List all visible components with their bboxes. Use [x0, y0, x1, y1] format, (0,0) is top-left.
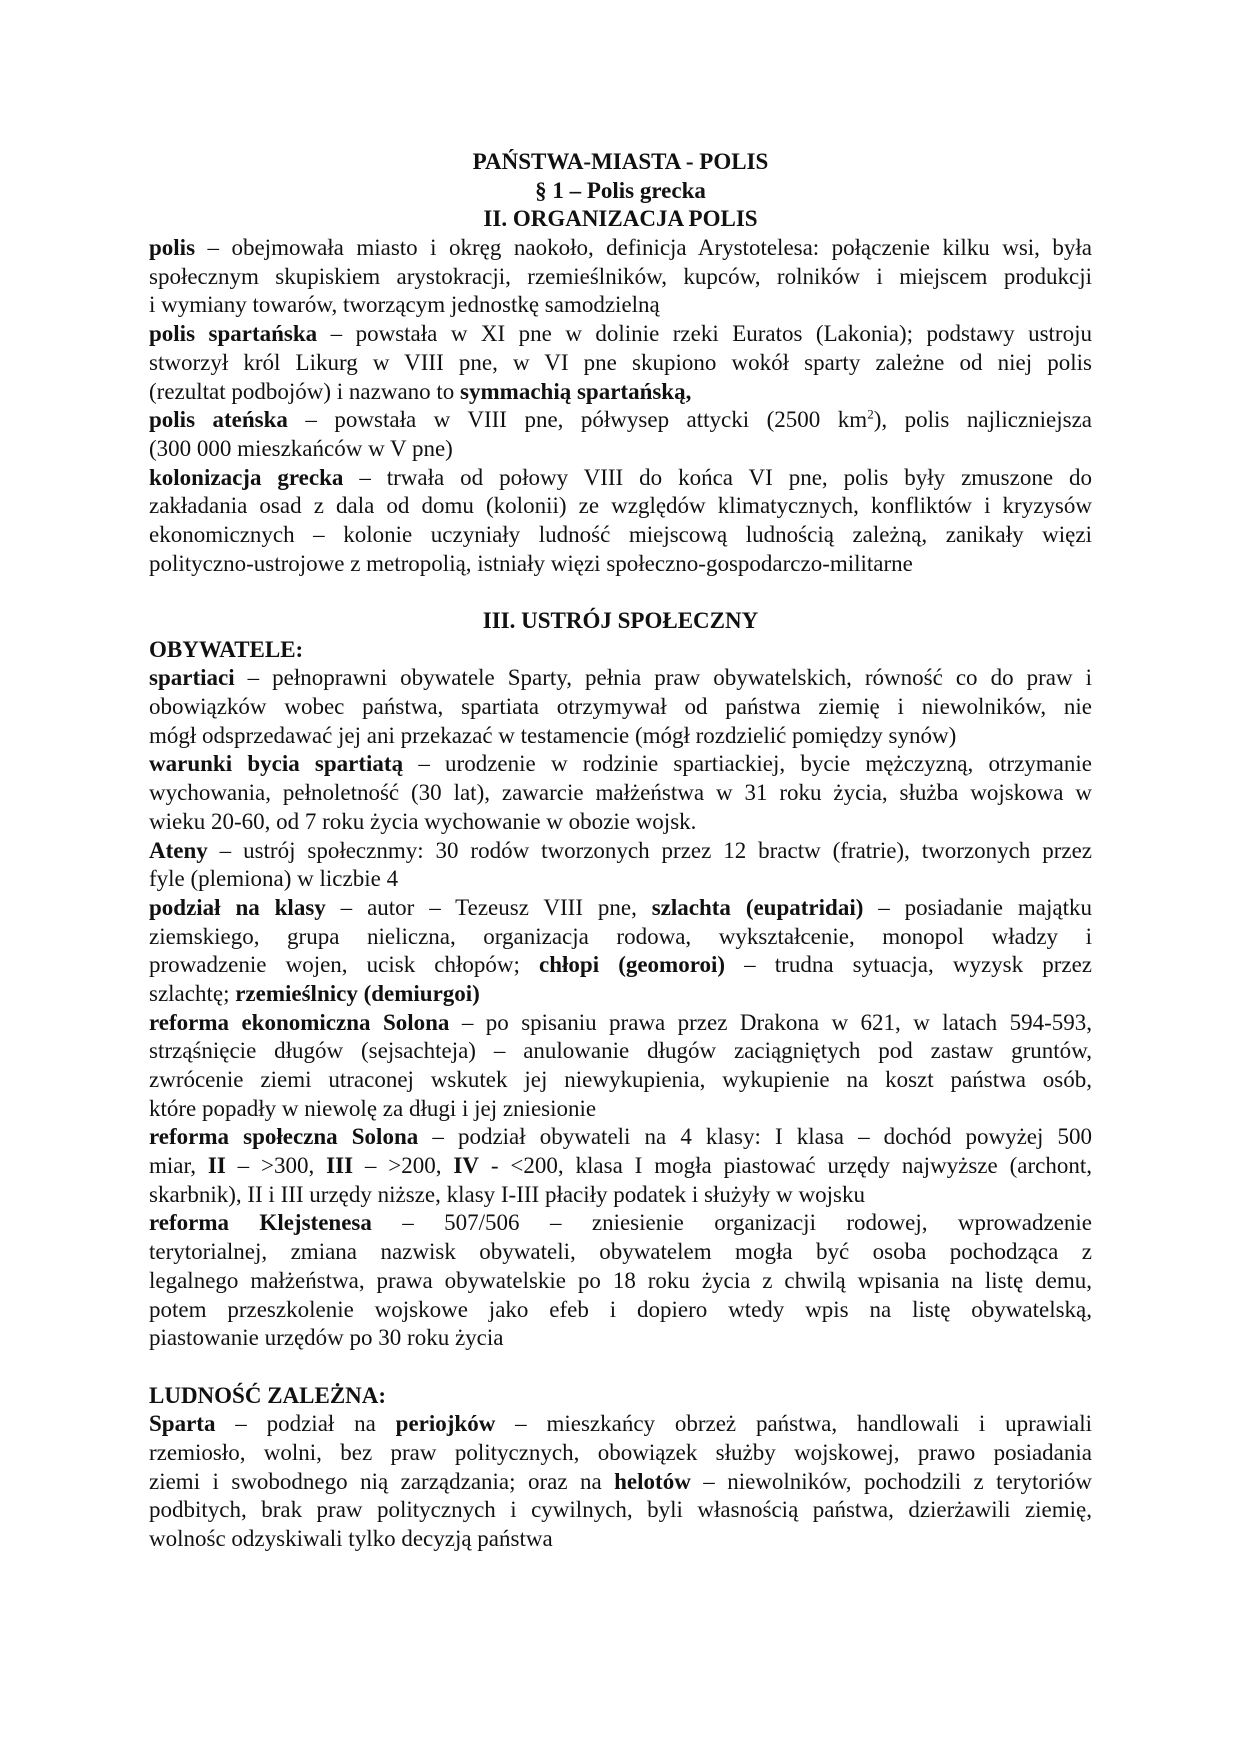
text-line [149, 923, 1092, 952]
text-run: OBYWATELE: [149, 636, 304, 662]
bold-term: II [207, 1153, 226, 1179]
bold-term: rzemieślnicy (demiurgoi) [235, 980, 480, 1006]
text-run: III. USTRÓJ SPOŁECZNY [482, 608, 759, 633]
text-run: ), polis najliczniejsza [873, 407, 1092, 433]
text-run: mógł odsprzedawać jej ani przekazać w testamencie (mógł rozdzielić pomiędzy synów) [149, 722, 957, 748]
text-run: wolnośc odzyskiwali tylko decyzją państwa [149, 1526, 553, 1551]
text-run: – po spisaniu prawa przez Drakona w 621, w latach 594-593, [449, 1009, 1092, 1035]
text-run: wychowania, pełnoletność (30 lat), zawarcie małżeństwa w 31 roku życia, służba wojskowa w [149, 780, 1092, 806]
text-run: ekonomicznych – kolonie uczyniały ludność miejscową ludnością zależną, zanikały więzi [149, 521, 1092, 547]
text-run: fyle (plemiona) w liczbie 4 [149, 866, 399, 892]
text-run: podbitych, brak praw politycznych i cywilnych, byli własnością państwa, dzierżawili ziemię, [149, 1497, 1092, 1523]
text-run: PAŃSTWA-MIASTA - POLIS [472, 149, 769, 174]
bold-term: polis spartańska [149, 321, 318, 347]
text-line [149, 1152, 1092, 1181]
bold-term: podział na klasy [149, 894, 326, 920]
bold-term: reforma Klejstenesa [149, 1210, 372, 1236]
blank-line [149, 1353, 1092, 1382]
text-run: – podział na [215, 1411, 396, 1437]
text-line [149, 750, 1092, 779]
text-line [149, 263, 1092, 292]
bold-term: kolonizacja grecka [149, 464, 344, 490]
bold-term: III [326, 1153, 354, 1179]
text-line [149, 894, 1092, 923]
text-run: - <200, klasa I mogła piastować urzędy najwyższe (archont, [478, 1153, 1092, 1179]
subsection-heading [149, 1382, 1092, 1411]
text-run: II. ORGANIZACJA POLIS [483, 206, 758, 232]
text-run: – pełnoprawni obywatele Sparty, pełnia praw obywatelskich, równość co do praw i [234, 665, 1092, 691]
text-run: ziemi i swobodnego nią zarządzania; oraz na [149, 1468, 615, 1494]
text-line [149, 808, 1092, 837]
text-run: potem przeszkolenie wojskowe jako efeb i dopiero wtedy wpis na listę obywatelską, [149, 1296, 1092, 1322]
text-run: – trwała od połowy VIII do końca VI pne, polis były zmuszone do [343, 464, 1092, 490]
text-line [149, 435, 1092, 464]
text-line [149, 1496, 1092, 1525]
text-line [149, 234, 1092, 263]
text-line [149, 693, 1092, 722]
text-line [149, 1009, 1092, 1038]
text-line [149, 1324, 1092, 1353]
text-line [149, 1066, 1092, 1095]
section-heading [149, 607, 1092, 636]
document-page [149, 148, 1092, 1554]
superscript: 2 [867, 406, 874, 422]
bold-term: Sparta [149, 1411, 216, 1437]
bold-term: szlachta (eupatridai) [651, 894, 864, 920]
text-run: zakładania osad z dala od domu (kolonii) ze względów klimatycznych, konfliktów i kryzysów [149, 493, 1092, 519]
text-run: – posiadanie majątku [863, 894, 1092, 920]
text-run: stworzył król Likurg w VIII pne, w VI pne skupiono wokół sparty zależne od niej polis [149, 349, 1092, 375]
text-line [149, 406, 1092, 435]
text-line [149, 1468, 1092, 1497]
text-run: skarbnik), II i III urzędy niższe, klasy I-III płaciły podatek i służyły w wojsku [149, 1181, 865, 1207]
text-run: (rezultat podbojów) i nazwano to [149, 378, 461, 404]
text-line [149, 1037, 1092, 1066]
text-line [149, 349, 1092, 378]
section-heading [149, 205, 1092, 234]
text-line [149, 1238, 1092, 1267]
text-line [149, 722, 1092, 751]
text-line [149, 1209, 1092, 1238]
bold-term: periojków [395, 1411, 496, 1437]
text-line [149, 1095, 1092, 1124]
bold-term: polis [149, 235, 196, 261]
text-line [149, 779, 1092, 808]
text-line [149, 837, 1092, 866]
text-run: obowiązków wobec państwa, spartiata otrzymywał od państwa ziemię i niewolników, nie [149, 694, 1092, 720]
text-line [149, 521, 1092, 550]
text-run: – >200, [353, 1153, 454, 1179]
subsection-heading [149, 636, 1092, 665]
bold-term: IV [453, 1153, 479, 1179]
blank-line [149, 578, 1092, 607]
text-run: – urodzenie w rodzinie spartiackiej, bycie mężczyzną, otrzymanie [403, 751, 1092, 777]
text-run: – powstała w VIII pne, półwysep attycki (2500 km [287, 407, 868, 433]
text-run: szlachtę; [149, 980, 236, 1006]
text-line [149, 1267, 1092, 1296]
text-run: terytorialnej, zmiana nazwisk obywateli, obywatelem mogła być osoba pochodząca z [149, 1239, 1092, 1265]
text-line [149, 865, 1092, 894]
text-run: – autor – Tezeusz VIII pne, [325, 894, 652, 920]
text-line [149, 464, 1092, 493]
bold-term: Ateny [149, 837, 208, 863]
text-run: i wymiany towarów, tworzącym jednostkę samodzielną [149, 292, 660, 318]
text-run: strząśnięcie długów (sejsachteja) – anulowanie długów zaciągniętych pod zastaw gruntów, [149, 1038, 1092, 1064]
text-line [149, 1525, 1092, 1554]
text-run: zwrócenie ziemi utraconej wskutek jej niewykupienia, wykupienie na koszt państwa osób, [149, 1067, 1092, 1092]
text-run: wieku 20-60, od 7 roku życia wychowanie w obozie wojsk. [149, 808, 697, 834]
text-run: – trudna sytuacja, wyzysk przez [725, 952, 1092, 978]
text-line [149, 1123, 1092, 1152]
text-run: – powstała w XI pne w dolinie rzeki Euratos (Lakonia); podstawy ustroju [317, 321, 1092, 347]
text-run: – >300, [225, 1153, 327, 1179]
bold-term: polis ateńska [149, 407, 288, 433]
text-run: – podział obywateli na 4 klasy: I klasa – dochód powyżej 500 [418, 1124, 1092, 1150]
text-run: społecznym skupiskiem arystokracji, rzemieślników, kupców, rolników i miejscem produkcji [149, 263, 1092, 289]
text-line [149, 980, 1092, 1009]
text-line [149, 492, 1092, 521]
text-line [149, 378, 1092, 407]
text-run: – 507/506 – zniesienie organizacji rodowej, wprowadzenie [371, 1210, 1092, 1236]
text-run: (300 000 mieszkańców w V pne) [149, 435, 453, 461]
text-line [149, 664, 1092, 693]
text-run: rzemiosło, wolni, bez praw politycznych, obowiązek służby wojskowej, prawo posiadania [149, 1439, 1092, 1465]
bold-term: symmachią spartańską, [460, 378, 692, 404]
bold-term: spartiaci [149, 665, 235, 691]
bold-term: chłopi (geomoroi) [539, 952, 726, 978]
text-run: polityczno-ustrojowe z metropolią, istniały więzi społeczno-gospodarczo-militarne [149, 550, 913, 576]
bold-term: warunki bycia spartiatą [149, 751, 404, 777]
text-run: – niewolników, pochodzili z terytoriów [690, 1468, 1092, 1494]
text-line [149, 1181, 1092, 1210]
text-run: miar, [149, 1153, 208, 1179]
text-run: § 1 – Polis grecka [535, 177, 706, 203]
text-line [149, 1410, 1092, 1439]
text-line [149, 1439, 1092, 1468]
text-run: – obejmowała miasto i okręg naokoło, definicja Arystotelesa: połączenie kilku wsi, była [195, 235, 1092, 261]
text-run: które popadły w niewolę za długi i jej zniesionie [149, 1095, 597, 1121]
text-line [149, 320, 1092, 349]
bold-term: reforma ekonomiczna Solona [149, 1009, 450, 1035]
section-heading [149, 148, 1092, 177]
text-line [149, 550, 1092, 579]
text-line [149, 291, 1092, 320]
text-run: piastowanie urzędów po 30 roku życia [149, 1325, 504, 1351]
text-line [149, 1296, 1092, 1325]
text-line [149, 951, 1092, 980]
text-run: LUDNOŚĆ ZALEŻNA: [149, 1382, 387, 1408]
section-heading [149, 177, 1092, 206]
text-run: – mieszkańcy obrzeż państwa, handlowali i uprawiali [495, 1411, 1092, 1437]
text-run: ziemskiego, grupa nieliczna, organizacja rodowa, wykształcenie, monopol władzy i [149, 923, 1092, 949]
text-run: legalnego małżeństwa, prawa obywatelskie po 18 roku życia z chwilą wpisania na listę demu, [149, 1267, 1092, 1293]
bold-term: helotów [614, 1468, 691, 1494]
text-run: – ustrój społecznmy: 30 rodów tworzonych przez 12 bractw (fratrie), tworzonych przez [207, 837, 1092, 863]
bold-term: reforma społeczna Solona [149, 1124, 419, 1150]
text-run: prowadzenie wojen, ucisk chłopów; [149, 952, 540, 978]
